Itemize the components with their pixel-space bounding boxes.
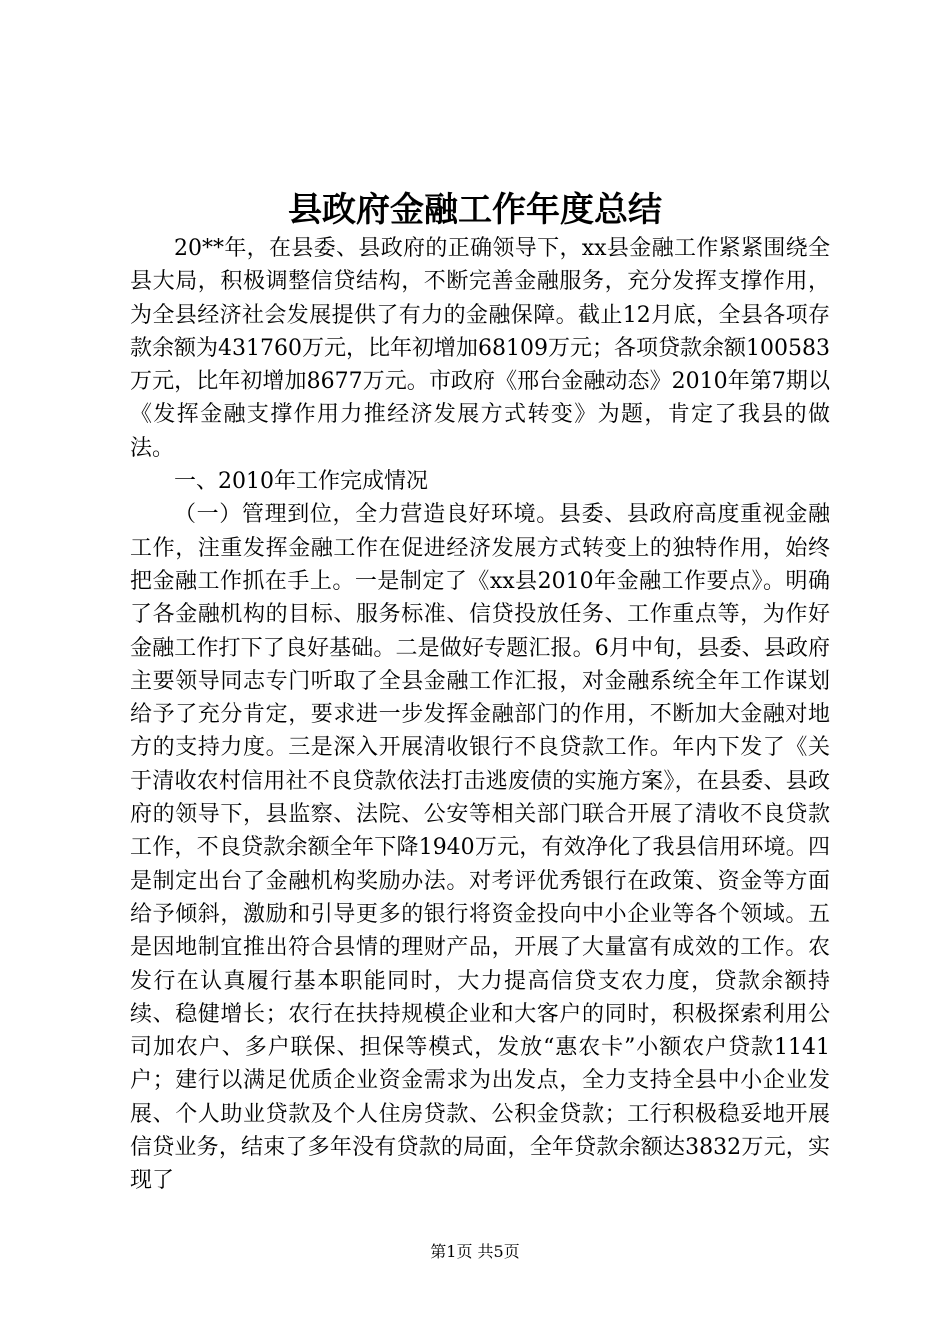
intro-paragraph: 20**年，在县委、县政府的正确领导下，xx县金融工作紧紧围绕全县大局，积极调整信贷结构，不断完善金融服务，充分发挥支撑作用，为全县经济社会发展提供了有力的金融保障。截止12月底，全县各项存款余额为431760万元，比年初增加68109万元；各项贷款余额100583万元，比年初增加8677万元。市政府《邢台金融动态》2010年第7期以《发挥金融支撑作用力推经济发展方式转变》为题，肯定了我县的做法。: [130, 236, 830, 461]
section-paragraph: （一）管理到位，全力营造良好环境。县委、县政府高度重视金融工作，注重发挥金融工作在促进经济发展方式转变上的独特作用，始终把金融工作抓在手上。一是制定了《xx县2010年金融工作要点》。明确了各金融机构的目标、服务标准、信贷投放任务、工作重点等，为作好金融工作打下了良好基础。二是做好专题汇报。6月中旬，县委、县政府主要领导同志专门听取了全县金融工作汇报，对金融系统全年工作谋划给予了充分肯定，要求进一步发挥金融部门的作用，不断加大金融对地方的支持力度。三是深入开展清收银行不良贷款工作。年内下发了《关于清收农村信用社不良贷款依法打击逃废债的实施方案》，在县委、县政府的领导下，县监察、法院、公安等相关部门联合开展了清收不良贷款工作，不良贷款余额全年下降1940万元，有效净化了我县信用环境。四是制定出台了金融机构奖励办法。对考评优秀银行在政策、资金等方面给予倾斜，激励和引导更多的银行将资金投向中小企业等各个领域。五是因地制宜推出符合县情的理财产品，开展了大量富有成效的工作。农发行在认真履行基本职能同时，大力提高信贷支农力度，贷款余额持续、稳健增长；农行在扶持规模企业和大客户的同时，积极探索利用公司加农户、多户联保、担保等模式，发放“惠农卡”小额农户贷款1141户；建行以满足优质企业资金需求为出发点，全力支持全县中小企业发展、个人助业贷款及个人住房贷款、公积金贷款；工行积极稳妥地开展信贷业务，结束了多年没有贷款的局面，全年贷款余额达3832万元，实现了: [130, 502, 830, 1194]
document-title: 县政府金融工作年度总结: [288, 190, 662, 230]
page-footer: 第1页 共5页: [430, 1242, 520, 1261]
section-heading: 一、2010年工作完成情况: [174, 469, 428, 495]
document-body: [130, 232, 830, 1198]
